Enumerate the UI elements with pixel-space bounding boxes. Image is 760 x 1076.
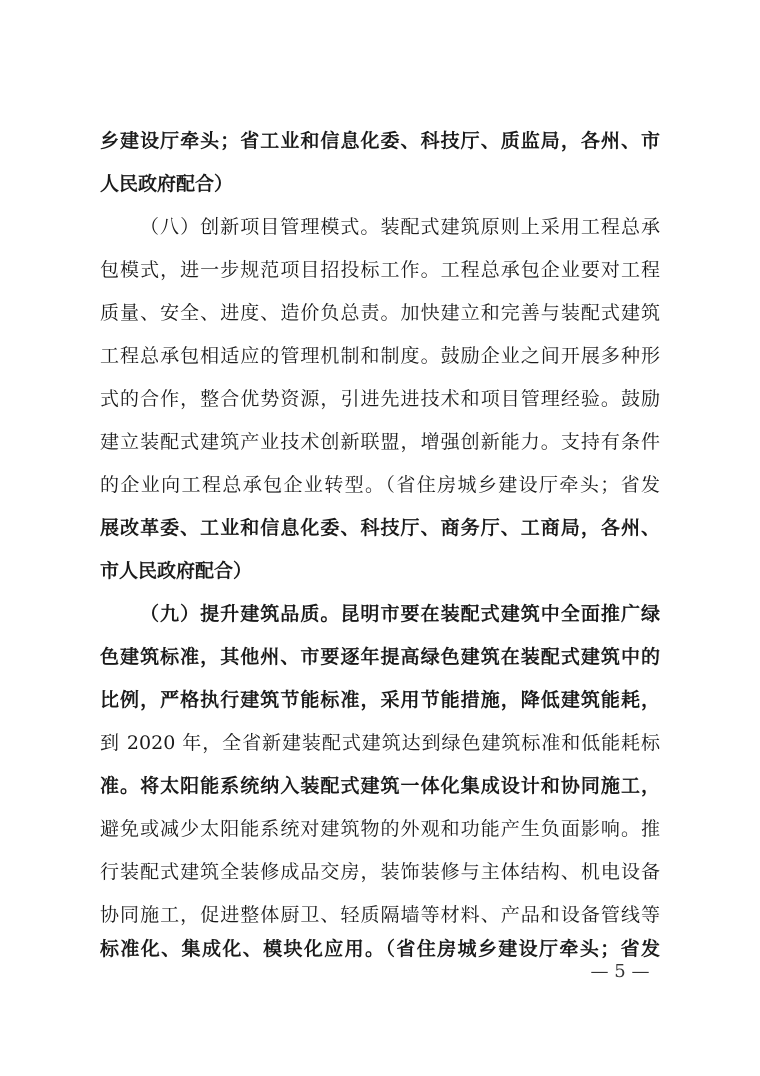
text-line: 质量、安全、进度、造价负总责。加快建立和完善与装配式建筑 <box>100 302 660 324</box>
text-line: 行装配式建筑全装修成品交房，装饰装修与主体结构、机电设备 <box>100 861 660 883</box>
text-line: 市人民政府配合） <box>100 560 253 582</box>
text-line: 包模式，进一步规范项目招投标工作。工程总承包企业要对工程 <box>100 259 660 281</box>
paragraph-heading-line: （八）创新项目管理模式。装配式建筑原则上采用工程总承 <box>140 216 660 238</box>
text-line: 乡建设厅牵头；省工业和信息化委、科技厅、质监局，各州、市 <box>100 130 660 152</box>
text-line: 到 2020 年，全省新建装配式建筑达到绿色建筑标准和低能耗标 <box>100 732 660 754</box>
text-line: 工程总承包相适应的管理机制和制度。鼓励企业之间开展多种形 <box>100 345 660 367</box>
text-line: 式的合作，整合优势资源，引进先进技术和项目管理经验。鼓励 <box>100 388 660 410</box>
text-line: 建立装配式建筑产业技术创新联盟，增强创新能力。支持有条件 <box>100 431 660 453</box>
paragraph-heading-line: （九）提升建筑品质。昆明市要在装配式建筑中全面推广绿 <box>140 603 660 625</box>
text-line: 避免或减少太阳能系统对建筑物的外观和功能产生负面影响。推 <box>100 818 660 840</box>
text-line: 准。将太阳能系统纳入装配式建筑一体化集成设计和协同施工， <box>100 775 660 797</box>
text-line: 比例，严格执行建筑节能标准，采用节能措施，降低建筑能耗， <box>100 689 660 711</box>
text-line: 色建筑标准，其他州、市要逐年提高绿色建筑在装配式建筑中的 <box>100 646 660 668</box>
text-line: 展改革委、工业和信息化委、科技厅、商务厅、工商局，各州、 <box>100 517 660 539</box>
text-line: 人民政府配合） <box>100 173 234 195</box>
text-line: 标准化、集成化、模块化应用。（省住房城乡建设厅牵头；省发 <box>100 938 660 960</box>
text-line: 的企业向工程总承包企业转型。（省住房城乡建设厅牵头；省发 <box>100 474 660 496</box>
page-number: — 5 — <box>590 961 650 982</box>
text-line: 协同施工，促进整体厨卫、轻质隔墙等材料、产品和设备管线等 <box>100 904 660 926</box>
